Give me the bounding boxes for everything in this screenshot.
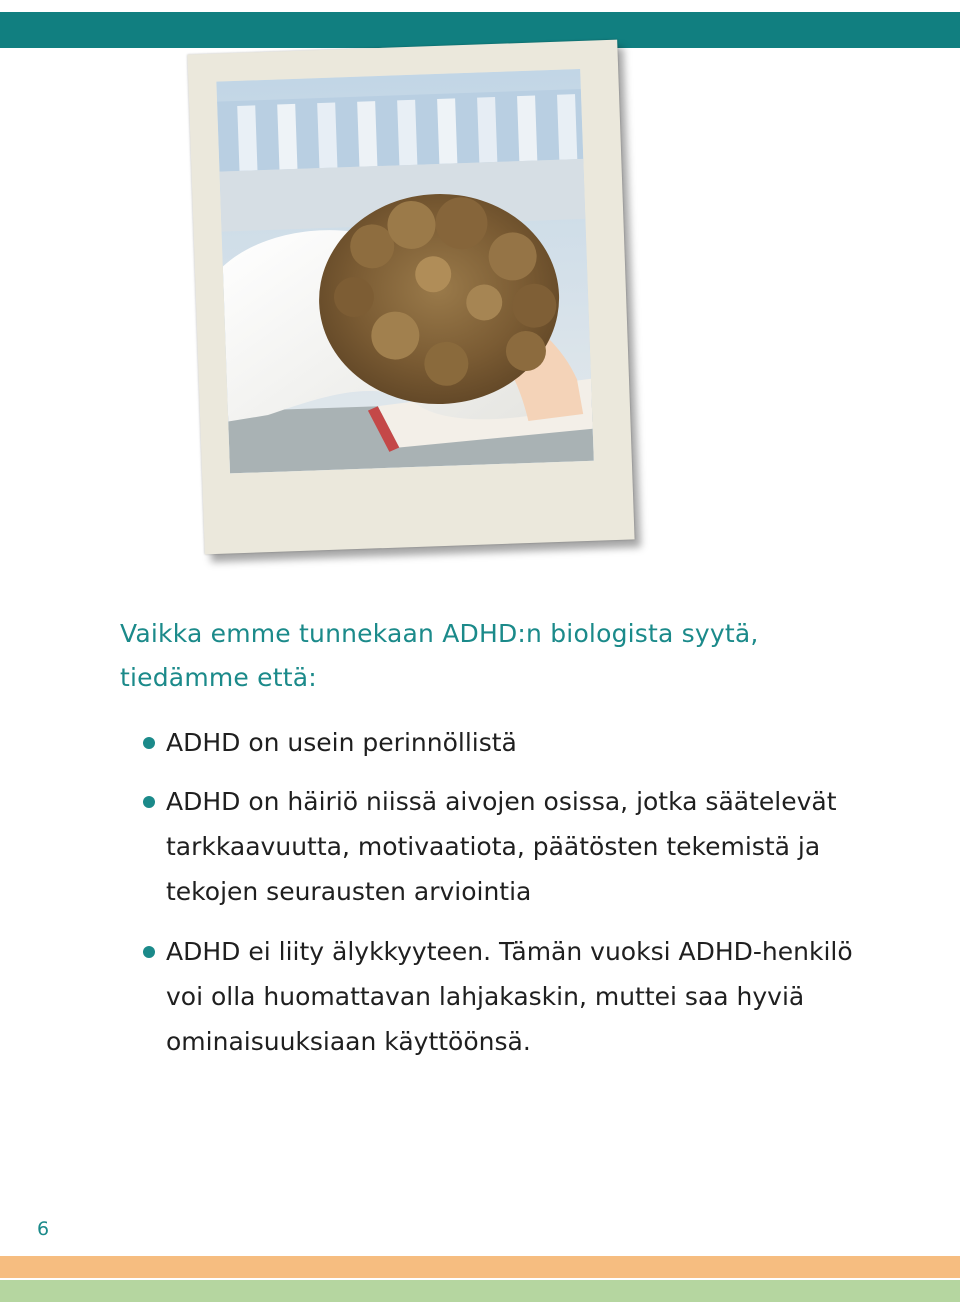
list-item-text: ADHD on häiriö niissä aivojen osissa, jotka säätelevät tarkkaavuutta, motivaatiota, päätösten tekemistä ja tekojen seurausten arviointia (166, 787, 837, 906)
list-item-text: ADHD ei liity älykkyyteen. Tämän vuoksi ADHD-henkilö voi olla huomattavan lahjakaskin, muttei saa hyviä ominaisuuksiaan käyttöönsä. (166, 937, 853, 1056)
list-item-text: ADHD on usein perinnöllistä (166, 728, 517, 757)
photo-student-head-on-desk (216, 69, 593, 473)
bottom-green-band (0, 1280, 960, 1302)
page-number: 6 (37, 1218, 50, 1240)
heading-line-2: tiedämme että: (120, 663, 317, 692)
bottom-orange-band (0, 1256, 960, 1278)
bullet-dot-icon (143, 796, 155, 808)
section-heading (120, 612, 880, 700)
list-item (120, 929, 860, 1064)
bullet-dot-icon (143, 946, 155, 958)
fact-list (120, 720, 860, 1064)
polaroid-photo-frame (187, 40, 634, 555)
top-color-band (0, 12, 960, 48)
list-item (120, 720, 860, 765)
heading-line-1: Vaikka emme tunnekaan ADHD:n biologista syytä, (120, 619, 759, 648)
list-item (120, 779, 860, 914)
bullet-dot-icon (143, 737, 155, 749)
